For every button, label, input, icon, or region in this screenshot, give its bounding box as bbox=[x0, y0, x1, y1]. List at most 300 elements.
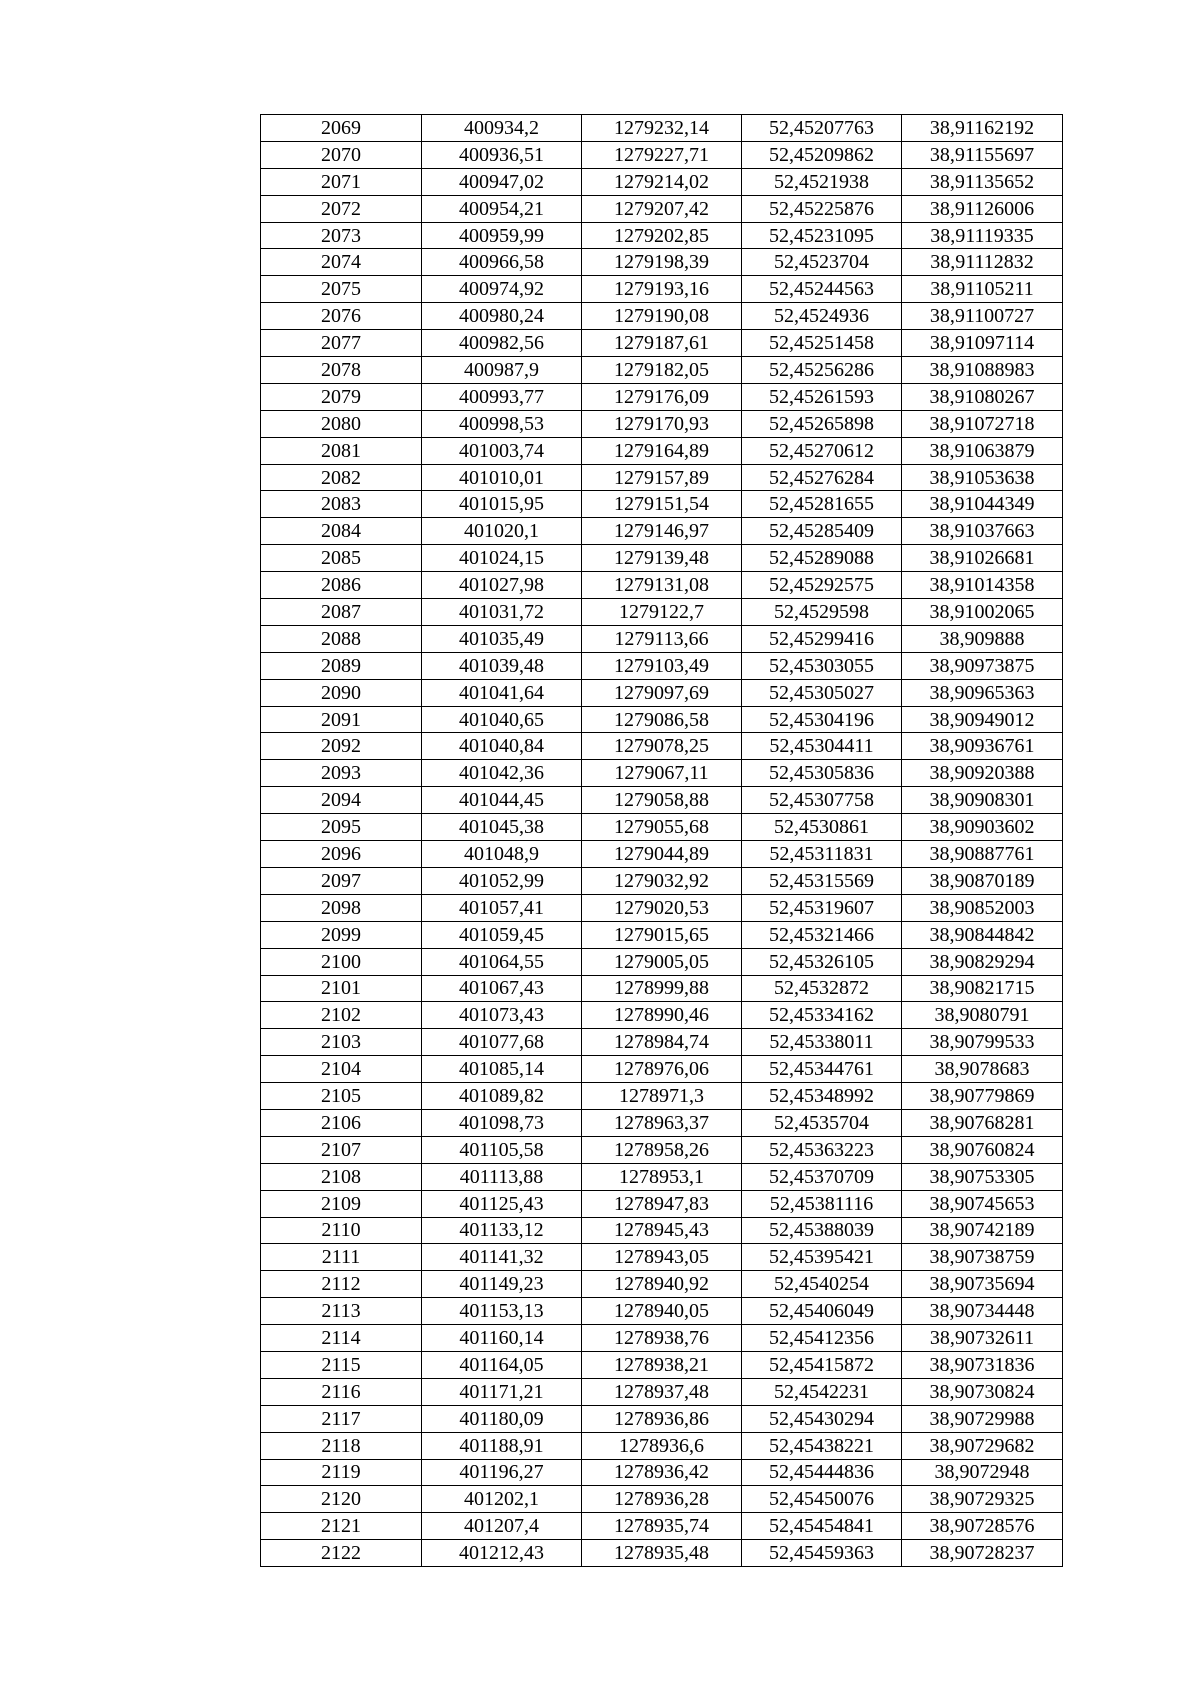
latitude-cell: 52,45321466 bbox=[742, 921, 902, 948]
y-coordinate-cell: 1278936,6 bbox=[582, 1432, 742, 1459]
x-coordinate-cell: 401212,43 bbox=[422, 1540, 582, 1567]
x-coordinate-cell: 401153,13 bbox=[422, 1298, 582, 1325]
table-row bbox=[261, 330, 1063, 357]
y-coordinate-cell: 1278935,48 bbox=[582, 1540, 742, 1567]
table-row bbox=[261, 1405, 1063, 1432]
x-coordinate-cell: 401098,73 bbox=[422, 1109, 582, 1136]
coordinates-table bbox=[260, 114, 1063, 1567]
x-coordinate-cell: 400998,53 bbox=[422, 410, 582, 437]
point-number-cell: 2081 bbox=[261, 437, 422, 464]
latitude-cell: 52,45256286 bbox=[742, 357, 902, 384]
point-number-cell: 2087 bbox=[261, 599, 422, 626]
y-coordinate-cell: 1278938,76 bbox=[582, 1325, 742, 1352]
longitude-cell: 38,91044349 bbox=[902, 491, 1063, 518]
latitude-cell: 52,45285409 bbox=[742, 518, 902, 545]
latitude-cell: 52,45430294 bbox=[742, 1405, 902, 1432]
point-number-cell: 2100 bbox=[261, 948, 422, 975]
longitude-cell: 38,91162192 bbox=[902, 115, 1063, 142]
x-coordinate-cell: 401164,05 bbox=[422, 1351, 582, 1378]
x-coordinate-cell: 401089,82 bbox=[422, 1083, 582, 1110]
latitude-cell: 52,45370709 bbox=[742, 1163, 902, 1190]
table-row bbox=[261, 733, 1063, 760]
y-coordinate-cell: 1279015,65 bbox=[582, 921, 742, 948]
table-row bbox=[261, 249, 1063, 276]
latitude-cell: 52,45289088 bbox=[742, 545, 902, 572]
y-coordinate-cell: 1279207,42 bbox=[582, 195, 742, 222]
point-number-cell: 2084 bbox=[261, 518, 422, 545]
latitude-cell: 52,45348992 bbox=[742, 1083, 902, 1110]
longitude-cell: 38,91135652 bbox=[902, 168, 1063, 195]
longitude-cell: 38,90829294 bbox=[902, 948, 1063, 975]
y-coordinate-cell: 1279157,89 bbox=[582, 464, 742, 491]
table-row bbox=[261, 1109, 1063, 1136]
latitude-cell: 52,45338011 bbox=[742, 1029, 902, 1056]
x-coordinate-cell: 400959,99 bbox=[422, 222, 582, 249]
x-coordinate-cell: 401020,1 bbox=[422, 518, 582, 545]
latitude-cell: 52,45311831 bbox=[742, 841, 902, 868]
table-row bbox=[261, 1271, 1063, 1298]
longitude-cell: 38,90729325 bbox=[902, 1486, 1063, 1513]
y-coordinate-cell: 1278963,37 bbox=[582, 1109, 742, 1136]
table-row bbox=[261, 491, 1063, 518]
latitude-cell: 52,45304411 bbox=[742, 733, 902, 760]
latitude-cell: 52,45305836 bbox=[742, 760, 902, 787]
point-number-cell: 2098 bbox=[261, 894, 422, 921]
point-number-cell: 2117 bbox=[261, 1405, 422, 1432]
longitude-cell: 38,90821715 bbox=[902, 975, 1063, 1002]
latitude-cell: 52,45270612 bbox=[742, 437, 902, 464]
latitude-cell: 52,45292575 bbox=[742, 572, 902, 599]
longitude-cell: 38,90729682 bbox=[902, 1432, 1063, 1459]
longitude-cell: 38,91100727 bbox=[902, 303, 1063, 330]
latitude-cell: 52,45395421 bbox=[742, 1244, 902, 1271]
table-row bbox=[261, 1486, 1063, 1513]
longitude-cell: 38,90731836 bbox=[902, 1351, 1063, 1378]
point-number-cell: 2120 bbox=[261, 1486, 422, 1513]
y-coordinate-cell: 1279164,89 bbox=[582, 437, 742, 464]
x-coordinate-cell: 400974,92 bbox=[422, 276, 582, 303]
longitude-cell: 38,909888 bbox=[902, 625, 1063, 652]
point-number-cell: 2113 bbox=[261, 1298, 422, 1325]
longitude-cell: 38,90732611 bbox=[902, 1325, 1063, 1352]
x-coordinate-cell: 401180,09 bbox=[422, 1405, 582, 1432]
y-coordinate-cell: 1279078,25 bbox=[582, 733, 742, 760]
table-row bbox=[261, 410, 1063, 437]
table-row bbox=[261, 1351, 1063, 1378]
point-number-cell: 2097 bbox=[261, 867, 422, 894]
longitude-cell: 38,90920388 bbox=[902, 760, 1063, 787]
point-number-cell: 2082 bbox=[261, 464, 422, 491]
y-coordinate-cell: 1279151,54 bbox=[582, 491, 742, 518]
table-row bbox=[261, 357, 1063, 384]
x-coordinate-cell: 401044,45 bbox=[422, 787, 582, 814]
table-row bbox=[261, 1459, 1063, 1486]
longitude-cell: 38,91088983 bbox=[902, 357, 1063, 384]
x-coordinate-cell: 401171,21 bbox=[422, 1378, 582, 1405]
latitude-cell: 52,45261593 bbox=[742, 383, 902, 410]
table-row bbox=[261, 1298, 1063, 1325]
point-number-cell: 2090 bbox=[261, 679, 422, 706]
longitude-cell: 38,90742189 bbox=[902, 1217, 1063, 1244]
point-number-cell: 2092 bbox=[261, 733, 422, 760]
latitude-cell: 52,45209862 bbox=[742, 141, 902, 168]
longitude-cell: 38,91080267 bbox=[902, 383, 1063, 410]
table-row bbox=[261, 894, 1063, 921]
y-coordinate-cell: 1278990,46 bbox=[582, 1002, 742, 1029]
point-number-cell: 2073 bbox=[261, 222, 422, 249]
y-coordinate-cell: 1278947,83 bbox=[582, 1190, 742, 1217]
point-number-cell: 2122 bbox=[261, 1540, 422, 1567]
table-row bbox=[261, 1378, 1063, 1405]
y-coordinate-cell: 1279139,48 bbox=[582, 545, 742, 572]
longitude-cell: 38,90844842 bbox=[902, 921, 1063, 948]
point-number-cell: 2089 bbox=[261, 652, 422, 679]
table-row bbox=[261, 948, 1063, 975]
longitude-cell: 38,90973875 bbox=[902, 652, 1063, 679]
longitude-cell: 38,91155697 bbox=[902, 141, 1063, 168]
y-coordinate-cell: 1278976,06 bbox=[582, 1056, 742, 1083]
latitude-cell: 52,45388039 bbox=[742, 1217, 902, 1244]
x-coordinate-cell: 401035,49 bbox=[422, 625, 582, 652]
longitude-cell: 38,90753305 bbox=[902, 1163, 1063, 1190]
longitude-cell: 38,91002065 bbox=[902, 599, 1063, 626]
longitude-cell: 38,90903602 bbox=[902, 814, 1063, 841]
table-row bbox=[261, 1325, 1063, 1352]
x-coordinate-cell: 401188,91 bbox=[422, 1432, 582, 1459]
x-coordinate-cell: 401125,43 bbox=[422, 1190, 582, 1217]
point-number-cell: 2111 bbox=[261, 1244, 422, 1271]
table-row bbox=[261, 787, 1063, 814]
longitude-cell: 38,90852003 bbox=[902, 894, 1063, 921]
table-row bbox=[261, 841, 1063, 868]
longitude-cell: 38,91026681 bbox=[902, 545, 1063, 572]
longitude-cell: 38,91063879 bbox=[902, 437, 1063, 464]
point-number-cell: 2115 bbox=[261, 1351, 422, 1378]
table-row bbox=[261, 276, 1063, 303]
y-coordinate-cell: 1279067,11 bbox=[582, 760, 742, 787]
longitude-cell: 38,90936761 bbox=[902, 733, 1063, 760]
point-number-cell: 2078 bbox=[261, 357, 422, 384]
point-number-cell: 2075 bbox=[261, 276, 422, 303]
y-coordinate-cell: 1278984,74 bbox=[582, 1029, 742, 1056]
x-coordinate-cell: 400993,77 bbox=[422, 383, 582, 410]
y-coordinate-cell: 1279202,85 bbox=[582, 222, 742, 249]
point-number-cell: 2109 bbox=[261, 1190, 422, 1217]
longitude-cell: 38,90734448 bbox=[902, 1298, 1063, 1325]
x-coordinate-cell: 401042,36 bbox=[422, 760, 582, 787]
point-number-cell: 2074 bbox=[261, 249, 422, 276]
y-coordinate-cell: 1279086,58 bbox=[582, 706, 742, 733]
point-number-cell: 2077 bbox=[261, 330, 422, 357]
longitude-cell: 38,90745653 bbox=[902, 1190, 1063, 1217]
longitude-cell: 38,90728237 bbox=[902, 1540, 1063, 1567]
y-coordinate-cell: 1278940,05 bbox=[582, 1298, 742, 1325]
y-coordinate-cell: 1279176,09 bbox=[582, 383, 742, 410]
y-coordinate-cell: 1278936,86 bbox=[582, 1405, 742, 1432]
y-coordinate-cell: 1279044,89 bbox=[582, 841, 742, 868]
x-coordinate-cell: 401077,68 bbox=[422, 1029, 582, 1056]
table-row bbox=[261, 625, 1063, 652]
y-coordinate-cell: 1278945,43 bbox=[582, 1217, 742, 1244]
table-row bbox=[261, 1002, 1063, 1029]
latitude-cell: 52,45415872 bbox=[742, 1351, 902, 1378]
table-row bbox=[261, 195, 1063, 222]
latitude-cell: 52,45438221 bbox=[742, 1432, 902, 1459]
y-coordinate-cell: 1279182,05 bbox=[582, 357, 742, 384]
y-coordinate-cell: 1279193,16 bbox=[582, 276, 742, 303]
table-row bbox=[261, 921, 1063, 948]
latitude-cell: 52,45334162 bbox=[742, 1002, 902, 1029]
longitude-cell: 38,90949012 bbox=[902, 706, 1063, 733]
table-row bbox=[261, 572, 1063, 599]
y-coordinate-cell: 1279113,66 bbox=[582, 625, 742, 652]
table-row bbox=[261, 1540, 1063, 1567]
table-row bbox=[261, 1513, 1063, 1540]
longitude-cell: 38,9080791 bbox=[902, 1002, 1063, 1029]
x-coordinate-cell: 401045,38 bbox=[422, 814, 582, 841]
point-number-cell: 2085 bbox=[261, 545, 422, 572]
longitude-cell: 38,91126006 bbox=[902, 195, 1063, 222]
latitude-cell: 52,45319607 bbox=[742, 894, 902, 921]
point-number-cell: 2072 bbox=[261, 195, 422, 222]
x-coordinate-cell: 401105,58 bbox=[422, 1136, 582, 1163]
longitude-cell: 38,91053638 bbox=[902, 464, 1063, 491]
latitude-cell: 52,4521938 bbox=[742, 168, 902, 195]
y-coordinate-cell: 1279032,92 bbox=[582, 867, 742, 894]
point-number-cell: 2080 bbox=[261, 410, 422, 437]
point-number-cell: 2094 bbox=[261, 787, 422, 814]
table-row bbox=[261, 383, 1063, 410]
latitude-cell: 52,45251458 bbox=[742, 330, 902, 357]
longitude-cell: 38,91105211 bbox=[902, 276, 1063, 303]
y-coordinate-cell: 1278943,05 bbox=[582, 1244, 742, 1271]
latitude-cell: 52,45450076 bbox=[742, 1486, 902, 1513]
x-coordinate-cell: 401064,55 bbox=[422, 948, 582, 975]
latitude-cell: 52,4529598 bbox=[742, 599, 902, 626]
y-coordinate-cell: 1278999,88 bbox=[582, 975, 742, 1002]
table-row bbox=[261, 115, 1063, 142]
point-number-cell: 2121 bbox=[261, 1513, 422, 1540]
table-row bbox=[261, 679, 1063, 706]
latitude-cell: 52,45363223 bbox=[742, 1136, 902, 1163]
x-coordinate-cell: 401141,32 bbox=[422, 1244, 582, 1271]
y-coordinate-cell: 1279146,97 bbox=[582, 518, 742, 545]
table-row bbox=[261, 1244, 1063, 1271]
point-number-cell: 2103 bbox=[261, 1029, 422, 1056]
latitude-cell: 52,45276284 bbox=[742, 464, 902, 491]
x-coordinate-cell: 400966,58 bbox=[422, 249, 582, 276]
y-coordinate-cell: 1278936,28 bbox=[582, 1486, 742, 1513]
point-number-cell: 2107 bbox=[261, 1136, 422, 1163]
x-coordinate-cell: 401015,95 bbox=[422, 491, 582, 518]
table-row bbox=[261, 168, 1063, 195]
x-coordinate-cell: 401024,15 bbox=[422, 545, 582, 572]
longitude-cell: 38,91097114 bbox=[902, 330, 1063, 357]
table-row bbox=[261, 222, 1063, 249]
point-number-cell: 2119 bbox=[261, 1459, 422, 1486]
table-row bbox=[261, 1136, 1063, 1163]
x-coordinate-cell: 400934,2 bbox=[422, 115, 582, 142]
latitude-cell: 52,4524936 bbox=[742, 303, 902, 330]
y-coordinate-cell: 1279214,02 bbox=[582, 168, 742, 195]
y-coordinate-cell: 1279097,69 bbox=[582, 679, 742, 706]
latitude-cell: 52,45303055 bbox=[742, 652, 902, 679]
x-coordinate-cell: 401040,84 bbox=[422, 733, 582, 760]
latitude-cell: 52,45281655 bbox=[742, 491, 902, 518]
latitude-cell: 52,45454841 bbox=[742, 1513, 902, 1540]
point-number-cell: 2093 bbox=[261, 760, 422, 787]
latitude-cell: 52,4530861 bbox=[742, 814, 902, 841]
point-number-cell: 2116 bbox=[261, 1378, 422, 1405]
y-coordinate-cell: 1278936,42 bbox=[582, 1459, 742, 1486]
point-number-cell: 2101 bbox=[261, 975, 422, 1002]
longitude-cell: 38,91072718 bbox=[902, 410, 1063, 437]
x-coordinate-cell: 401039,48 bbox=[422, 652, 582, 679]
longitude-cell: 38,91119335 bbox=[902, 222, 1063, 249]
latitude-cell: 52,45231095 bbox=[742, 222, 902, 249]
x-coordinate-cell: 401160,14 bbox=[422, 1325, 582, 1352]
x-coordinate-cell: 401010,01 bbox=[422, 464, 582, 491]
point-number-cell: 2086 bbox=[261, 572, 422, 599]
y-coordinate-cell: 1278953,1 bbox=[582, 1163, 742, 1190]
x-coordinate-cell: 401031,72 bbox=[422, 599, 582, 626]
y-coordinate-cell: 1279055,68 bbox=[582, 814, 742, 841]
latitude-cell: 52,45344761 bbox=[742, 1056, 902, 1083]
table-row bbox=[261, 1163, 1063, 1190]
longitude-cell: 38,91037663 bbox=[902, 518, 1063, 545]
point-number-cell: 2104 bbox=[261, 1056, 422, 1083]
longitude-cell: 38,90887761 bbox=[902, 841, 1063, 868]
y-coordinate-cell: 1279058,88 bbox=[582, 787, 742, 814]
latitude-cell: 52,45305027 bbox=[742, 679, 902, 706]
latitude-cell: 52,45244563 bbox=[742, 276, 902, 303]
point-number-cell: 2106 bbox=[261, 1109, 422, 1136]
longitude-cell: 38,90965363 bbox=[902, 679, 1063, 706]
table-row bbox=[261, 518, 1063, 545]
latitude-cell: 52,45326105 bbox=[742, 948, 902, 975]
table-row bbox=[261, 1190, 1063, 1217]
x-coordinate-cell: 401149,23 bbox=[422, 1271, 582, 1298]
table-row bbox=[261, 760, 1063, 787]
x-coordinate-cell: 401052,99 bbox=[422, 867, 582, 894]
x-coordinate-cell: 400982,56 bbox=[422, 330, 582, 357]
y-coordinate-cell: 1279005,05 bbox=[582, 948, 742, 975]
y-coordinate-cell: 1279170,93 bbox=[582, 410, 742, 437]
x-coordinate-cell: 401027,98 bbox=[422, 572, 582, 599]
point-number-cell: 2071 bbox=[261, 168, 422, 195]
point-number-cell: 2112 bbox=[261, 1271, 422, 1298]
point-number-cell: 2114 bbox=[261, 1325, 422, 1352]
longitude-cell: 38,9078683 bbox=[902, 1056, 1063, 1083]
table-row bbox=[261, 303, 1063, 330]
table-row bbox=[261, 599, 1063, 626]
latitude-cell: 52,45207763 bbox=[742, 115, 902, 142]
point-number-cell: 2095 bbox=[261, 814, 422, 841]
longitude-cell: 38,90730824 bbox=[902, 1378, 1063, 1405]
longitude-cell: 38,91112832 bbox=[902, 249, 1063, 276]
longitude-cell: 38,90799533 bbox=[902, 1029, 1063, 1056]
x-coordinate-cell: 401057,41 bbox=[422, 894, 582, 921]
point-number-cell: 2083 bbox=[261, 491, 422, 518]
table-row bbox=[261, 706, 1063, 733]
latitude-cell: 52,45406049 bbox=[742, 1298, 902, 1325]
longitude-cell: 38,90728576 bbox=[902, 1513, 1063, 1540]
latitude-cell: 52,45299416 bbox=[742, 625, 902, 652]
latitude-cell: 52,4542231 bbox=[742, 1378, 902, 1405]
latitude-cell: 52,4532872 bbox=[742, 975, 902, 1002]
y-coordinate-cell: 1279122,7 bbox=[582, 599, 742, 626]
latitude-cell: 52,4535704 bbox=[742, 1109, 902, 1136]
longitude-cell: 38,90779869 bbox=[902, 1083, 1063, 1110]
longitude-cell: 38,90735694 bbox=[902, 1271, 1063, 1298]
point-number-cell: 2091 bbox=[261, 706, 422, 733]
x-coordinate-cell: 401085,14 bbox=[422, 1056, 582, 1083]
y-coordinate-cell: 1278937,48 bbox=[582, 1378, 742, 1405]
longitude-cell: 38,9072948 bbox=[902, 1459, 1063, 1486]
latitude-cell: 52,45225876 bbox=[742, 195, 902, 222]
y-coordinate-cell: 1279232,14 bbox=[582, 115, 742, 142]
table-row bbox=[261, 1029, 1063, 1056]
latitude-cell: 52,45304196 bbox=[742, 706, 902, 733]
y-coordinate-cell: 1279198,39 bbox=[582, 249, 742, 276]
table-row bbox=[261, 867, 1063, 894]
longitude-cell: 38,90760824 bbox=[902, 1136, 1063, 1163]
x-coordinate-cell: 401073,43 bbox=[422, 1002, 582, 1029]
table-row bbox=[261, 1056, 1063, 1083]
x-coordinate-cell: 401207,4 bbox=[422, 1513, 582, 1540]
y-coordinate-cell: 1278971,3 bbox=[582, 1083, 742, 1110]
x-coordinate-cell: 400987,9 bbox=[422, 357, 582, 384]
longitude-cell: 38,91014358 bbox=[902, 572, 1063, 599]
x-coordinate-cell: 401133,12 bbox=[422, 1217, 582, 1244]
y-coordinate-cell: 1278940,92 bbox=[582, 1271, 742, 1298]
x-coordinate-cell: 401202,1 bbox=[422, 1486, 582, 1513]
point-number-cell: 2105 bbox=[261, 1083, 422, 1110]
x-coordinate-cell: 401041,64 bbox=[422, 679, 582, 706]
table-row bbox=[261, 1432, 1063, 1459]
y-coordinate-cell: 1279227,71 bbox=[582, 141, 742, 168]
latitude-cell: 52,45307758 bbox=[742, 787, 902, 814]
table-row bbox=[261, 1083, 1063, 1110]
y-coordinate-cell: 1279187,61 bbox=[582, 330, 742, 357]
x-coordinate-cell: 400936,51 bbox=[422, 141, 582, 168]
point-number-cell: 2088 bbox=[261, 625, 422, 652]
latitude-cell: 52,45381116 bbox=[742, 1190, 902, 1217]
longitude-cell: 38,90729988 bbox=[902, 1405, 1063, 1432]
table-row bbox=[261, 652, 1063, 679]
table-row bbox=[261, 814, 1063, 841]
point-number-cell: 2096 bbox=[261, 841, 422, 868]
y-coordinate-cell: 1278938,21 bbox=[582, 1351, 742, 1378]
latitude-cell: 52,4540254 bbox=[742, 1271, 902, 1298]
table-row bbox=[261, 1217, 1063, 1244]
point-number-cell: 2108 bbox=[261, 1163, 422, 1190]
y-coordinate-cell: 1279131,08 bbox=[582, 572, 742, 599]
table-row bbox=[261, 975, 1063, 1002]
x-coordinate-cell: 400947,02 bbox=[422, 168, 582, 195]
latitude-cell: 52,45412356 bbox=[742, 1325, 902, 1352]
latitude-cell: 52,45459363 bbox=[742, 1540, 902, 1567]
latitude-cell: 52,45265898 bbox=[742, 410, 902, 437]
point-number-cell: 2076 bbox=[261, 303, 422, 330]
table-row bbox=[261, 141, 1063, 168]
x-coordinate-cell: 401113,88 bbox=[422, 1163, 582, 1190]
table-body bbox=[261, 115, 1063, 1567]
latitude-cell: 52,4523704 bbox=[742, 249, 902, 276]
y-coordinate-cell: 1278935,74 bbox=[582, 1513, 742, 1540]
table-row bbox=[261, 464, 1063, 491]
point-number-cell: 2070 bbox=[261, 141, 422, 168]
